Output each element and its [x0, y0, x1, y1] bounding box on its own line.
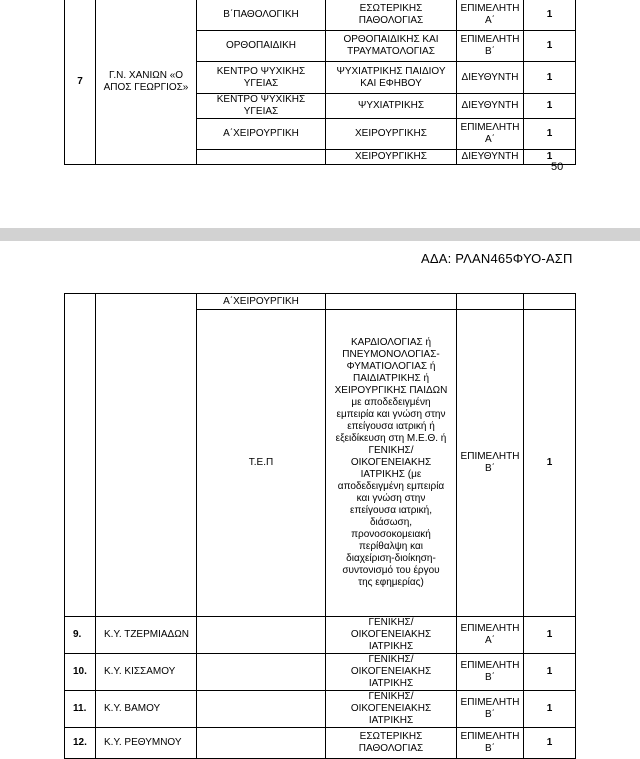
specialty-cell: ΓΕΝΙΚΗΣ/ΟΙΚΟΓΕΝΕΙΑΚΗΣ ΙΑΤΡΙΚΗΣ	[326, 617, 457, 654]
row-number	[65, 294, 96, 617]
unit-name: Κ.Υ. ΒΑΜΟΥ	[96, 691, 197, 728]
positions-table-page-51	[64, 293, 576, 759]
table-row	[65, 728, 576, 759]
rank-cell: ΕΠΙΜΕΛΗΤΗ Β΄	[457, 654, 524, 691]
count-cell: 1	[524, 150, 576, 165]
department-cell: ΚΕΝΤΡΟ ΨΥΧΙΚΗΣ ΥΓΕΙΑΣ	[197, 62, 326, 94]
count-cell: 1	[524, 31, 576, 62]
count-cell: 1	[524, 617, 576, 654]
department-cell	[197, 691, 326, 728]
rank-cell: ΕΠΙΜΕΛΗΤΗ Β΄	[457, 691, 524, 728]
specialty-cell	[326, 294, 457, 310]
department-cell	[197, 654, 326, 691]
table-row	[65, 654, 576, 691]
specialty-cell: ΓΕΝΙΚΗΣ/ΟΙΚΟΓΕΝΕΙΑΚΗΣ ΙΑΤΡΙΚΗΣ	[326, 691, 457, 728]
rank-cell	[457, 294, 524, 310]
count-cell: 1	[524, 94, 576, 119]
ada-code: ΑΔΑ: ΡΛΑΝ465ΦΥΟ-ΑΣΠ	[421, 251, 573, 266]
department-cell: Α΄ΧΕΙΡΟΥΡΓΙΚΗ	[197, 119, 326, 150]
count-cell: 1	[524, 691, 576, 728]
count-cell: 1	[524, 62, 576, 94]
specialty-cell: ΕΣΩΤΕΡΙΚΗΣ ΠΑΘΟΛΟΓΙΑΣ	[326, 0, 457, 31]
count-cell: 1	[524, 119, 576, 150]
row-number: 11.	[65, 691, 96, 728]
specialty-cell: ΧΕΙΡΟΥΡΓΙΚΗΣ	[326, 119, 457, 150]
specialty-cell: ΚΑΡΔΙΟΛΟΓΙΑΣ ή ΠΝΕΥΜΟΝΟΛΟΓΙΑΣ- ΦΥΜΑΤΙΟΛΟΓΙΑΣ ή ΠΑΙΔΙΑΤΡΙΚΗΣ ή ΧΕΙΡΟΥΡΓΙΚΗΣ ΠΑΙΔΩΝ με αποδεδειγμένη εμπειρία και γνώση στην επείγουσα ιατρική ή εξειδίκευση στη Μ.Ε.Θ. ή ΓΕΝΙΚΗΣ/ΟΙΚΟΓΕΝΕΙΑΚΗΣ ΙΑΤΡΙΚΗΣ (με αποδεδειγμένη εμπειρία και γνώση στην επείγουσα ιατρική, διάσωση, προνοσοκομειακή περίθαλψη και διαχείριση-διοίκηση- συντονισμό του έργου της εφημερίας)	[326, 310, 457, 617]
count-cell: 1	[524, 0, 576, 31]
department-cell: Β΄ΠΑΘΟΛΟΓΙΚΗ	[197, 0, 326, 31]
specialty-cell: ΨΥΧΙΑΤΡΙΚΗΣ ΠΑΙΔΙΟΥ ΚΑΙ ΕΦΗΒΟΥ	[326, 62, 457, 94]
unit-name: Κ.Υ. ΤΖΕΡΜΙΑΔΩΝ	[96, 617, 197, 654]
hospital-name	[96, 294, 197, 617]
specialty-cell: ΨΥΧΙΑΤΡΙΚΗΣ	[326, 94, 457, 119]
count-cell	[524, 294, 576, 310]
department-cell	[197, 150, 326, 165]
department-cell: Τ.Ε.Π	[197, 310, 326, 617]
table-row	[65, 617, 576, 654]
department-cell: Α΄ΧΕΙΡΟΥΡΓΙΚΗ	[197, 294, 326, 310]
rank-cell: ΕΠΙΜΕΛΗΤΗ Β΄	[457, 728, 524, 759]
positions-table-page-50	[64, 0, 576, 165]
row-number: 10.	[65, 654, 96, 691]
rank-cell: ΕΠΙΜΕΛΗΤΗ Β΄	[457, 31, 524, 62]
table-row	[65, 691, 576, 728]
rank-cell: ΕΠΙΜΕΛΗΤΗ Α΄	[457, 119, 524, 150]
rank-cell: ΕΠΙΜΕΛΗΤΗ Α΄	[457, 0, 524, 31]
rank-cell: ΕΠΙΜΕΛΗΤΗ Α΄	[457, 617, 524, 654]
rank-cell: ΔΙΕΥΘΥΝΤΗ	[457, 62, 524, 94]
row-number: 7	[65, 0, 96, 165]
row-number: 9.	[65, 617, 96, 654]
rank-cell: ΔΙΕΥΘΥΝΤΗ	[457, 94, 524, 119]
table-row	[65, 0, 576, 31]
count-cell: 1	[524, 310, 576, 617]
rank-cell: ΔΙΕΥΘΥΝΤΗ	[457, 150, 524, 165]
department-cell: ΚΕΝΤΡΟ ΨΥΧΙΚΗΣ ΥΓΕΙΑΣ	[197, 94, 326, 119]
specialty-cell: ΟΡΘΟΠΑΙΔΙΚΗΣ ΚΑΙ ΤΡΑΥΜΑΤΟΛΟΓΙΑΣ	[326, 31, 457, 62]
specialty-cell: ΧΕΙΡΟΥΡΓΙΚΗΣ	[326, 150, 457, 165]
specialty-cell: ΕΣΩΤΕΡΙΚΗΣ ΠΑΘΟΛΟΓΙΑΣ	[326, 728, 457, 759]
page-separator	[0, 228, 640, 241]
unit-name: Κ.Υ. ΚΙΣΣΑΜΟΥ	[96, 654, 197, 691]
row-number: 12.	[65, 728, 96, 759]
page-number: 50	[551, 161, 564, 173]
hospital-name: Γ.Ν. ΧΑΝΙΩΝ «Ο ΑΠΟΣ ΓΕΩΡΓΙΟΣ»	[96, 0, 197, 165]
count-cell: 1	[524, 654, 576, 691]
unit-name: Κ.Υ. ΡΕΘΥΜΝΟΥ	[96, 728, 197, 759]
specialty-cell: ΓΕΝΙΚΗΣ/ΟΙΚΟΓΕΝΕΙΑΚΗΣ ΙΑΤΡΙΚΗΣ	[326, 654, 457, 691]
department-cell	[197, 617, 326, 654]
table-row	[65, 294, 576, 310]
department-cell: ΟΡΘΟΠΑΙΔΙΚΗ	[197, 31, 326, 62]
count-cell: 1	[524, 728, 576, 759]
rank-cell: ΕΠΙΜΕΛΗΤΗ Β΄	[457, 310, 524, 617]
department-cell	[197, 728, 326, 759]
